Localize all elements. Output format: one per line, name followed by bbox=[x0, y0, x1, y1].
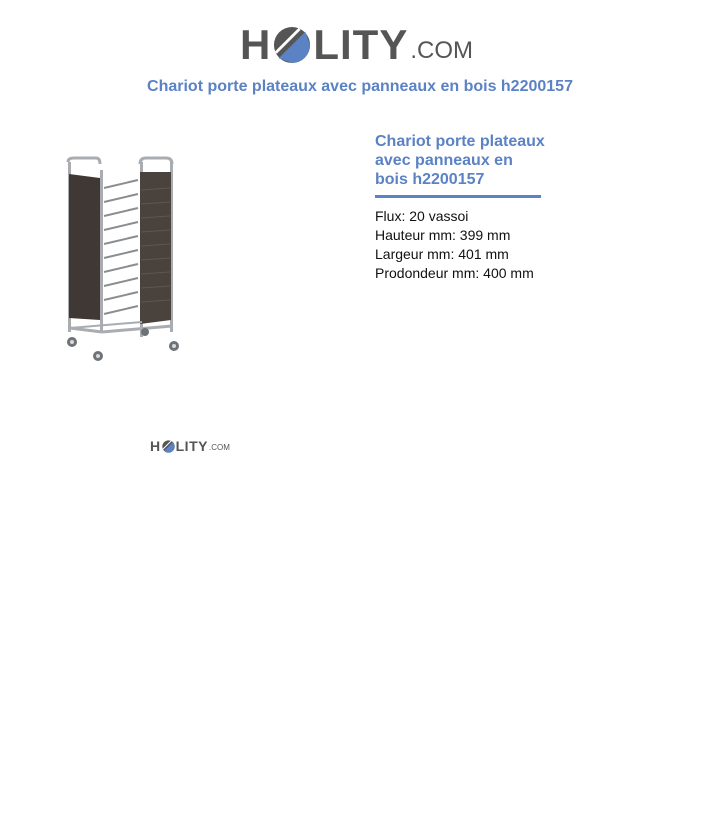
product-image bbox=[40, 150, 240, 380]
holity-o-mark-icon bbox=[162, 440, 175, 453]
holity-o-mark-icon bbox=[273, 26, 311, 64]
logo-prefix: H bbox=[240, 21, 272, 68]
product-title: Chariot porte plateaux avec panneaux en bois h2200157 bbox=[375, 133, 545, 188]
logo-domain: .COM bbox=[410, 37, 474, 64]
watermark-prefix: H bbox=[150, 438, 161, 454]
spec-width: Largeur mm: 401 mm bbox=[375, 246, 509, 262]
spec-flux: Flux: 20 vassoi bbox=[375, 208, 469, 224]
watermark-suffix: LITY bbox=[175, 438, 208, 454]
title-divider bbox=[375, 195, 541, 198]
image-watermark-logo bbox=[150, 433, 230, 453]
page-title: Chariot porte plateaux avec panneaux en bois h2200157 bbox=[147, 78, 573, 95]
logo-suffix: LITY bbox=[313, 21, 409, 68]
product-info bbox=[375, 132, 575, 283]
spec-depth: Prodondeur mm: 400 mm bbox=[375, 265, 534, 281]
site-logo[interactable] bbox=[240, 14, 480, 66]
spec-height: Hauteur mm: 399 mm bbox=[375, 227, 511, 243]
watermark-domain: .COM bbox=[208, 443, 230, 452]
